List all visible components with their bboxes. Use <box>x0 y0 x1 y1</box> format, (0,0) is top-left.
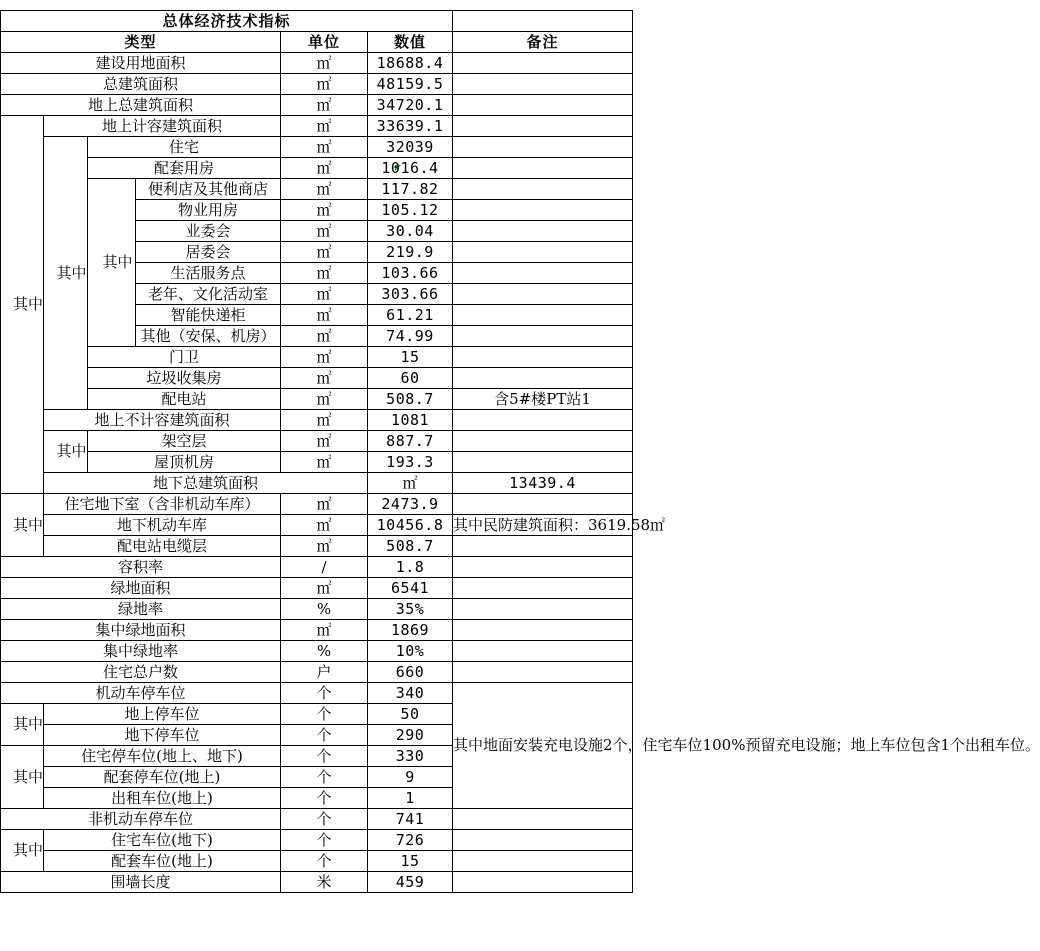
row-label: 非机动车停车位 <box>1 809 281 830</box>
row-label: 老年、文化活动室 <box>136 284 281 305</box>
row-label: 门卫 <box>88 347 281 368</box>
row-value: 10% <box>368 641 453 662</box>
table-row <box>1 389 633 410</box>
table-row <box>1 599 633 620</box>
row-label: 围墙长度 <box>1 872 281 893</box>
row-value: 1 <box>368 788 453 809</box>
row-label: 地上停车位 <box>44 704 281 725</box>
indicator-table <box>0 10 1040 893</box>
group-label-bike: 其中 <box>1 830 44 872</box>
row-value: 18688.4 <box>368 53 453 74</box>
row-unit: ㎡ <box>281 326 368 347</box>
row-unit: ㎡ <box>281 263 368 284</box>
row-value: 15 <box>368 347 453 368</box>
row-unit: 个 <box>281 788 368 809</box>
row-unit: 米 <box>281 872 368 893</box>
table-title: 总体经济技术指标 <box>1 11 453 32</box>
table-row <box>1 557 633 578</box>
row-label: 屋顶机房 <box>88 452 281 473</box>
row-unit: ㎡ <box>281 158 368 179</box>
row-value: 33639.1 <box>368 116 453 137</box>
table-row <box>1 116 633 137</box>
row-value: 741 <box>368 809 453 830</box>
row-value: 1016.4 <box>368 158 453 179</box>
table-row <box>1 641 633 662</box>
group-label-non-far: 其中 <box>44 431 88 473</box>
row-value: 340 <box>368 683 453 704</box>
row-unit: ㎡ <box>281 368 368 389</box>
row-value: 726 <box>368 830 453 851</box>
table-row <box>1 662 633 683</box>
header-type: 类型 <box>1 32 281 53</box>
row-value: 1081 <box>368 410 453 431</box>
row-unit: / <box>281 557 368 578</box>
row-value: 887.7 <box>368 431 453 452</box>
row-label: 出租车位(地上) <box>44 788 281 809</box>
row-label: 绿地面积 <box>1 578 281 599</box>
row-unit: ㎡ <box>281 431 368 452</box>
table-row <box>1 53 633 74</box>
group-label-far: 其中 <box>44 137 88 410</box>
row-unit: ㎡ <box>281 74 368 95</box>
group-label-parking-level: 其中 <box>1 704 44 746</box>
row-value: 9 <box>368 767 453 788</box>
row-label: 居委会 <box>136 242 281 263</box>
table-row <box>1 179 633 200</box>
table-row <box>1 620 633 641</box>
row-unit: ㎡ <box>281 53 368 74</box>
row-label: 垃圾收集房 <box>88 368 281 389</box>
row-label: 其他（安保、机房） <box>136 326 281 347</box>
table-row <box>1 158 633 179</box>
row-value: 6541 <box>368 578 453 599</box>
row-value: 508.7 <box>368 389 453 410</box>
row-value: 74.99 <box>368 326 453 347</box>
row-note: 其中地面安装充电设施2个，住宅车位100%预留充电设施；地上车位包含1个出租车位。 <box>453 683 633 809</box>
group-label-above: 其中 <box>1 116 44 494</box>
table-row <box>1 410 633 431</box>
row-label: 配套停车位(地上) <box>44 767 281 788</box>
row-label: 住宅停车位(地上、地下) <box>44 746 281 767</box>
row-value: 34720.1 <box>368 95 453 116</box>
row-unit: ㎡ <box>281 179 368 200</box>
row-value: 105.12 <box>368 200 453 221</box>
header-note: 备注 <box>453 32 633 53</box>
row-unit: 个 <box>281 683 368 704</box>
row-value: 61.21 <box>368 305 453 326</box>
row-label: 住宅车位(地下) <box>44 830 281 851</box>
table-row <box>1 830 633 851</box>
table-row <box>1 809 633 830</box>
table-row <box>1 452 633 473</box>
row-label: 配电站电缆层 <box>44 536 281 557</box>
row-value: 219.9 <box>368 242 453 263</box>
title-row <box>1 11 633 32</box>
table-row <box>1 872 633 893</box>
table-row <box>1 536 633 557</box>
row-unit: 个 <box>281 830 368 851</box>
row-unit: ㎡ <box>281 494 368 515</box>
table-row <box>1 578 633 599</box>
row-value: 2473.9 <box>368 494 453 515</box>
table-row <box>1 683 633 704</box>
row-unit: ㎡ <box>281 452 368 473</box>
row-value: 35% <box>368 599 453 620</box>
row-label: 绿地率 <box>1 599 281 620</box>
row-value: 459 <box>368 872 453 893</box>
row-unit: 户 <box>281 662 368 683</box>
row-value: 193.3 <box>368 452 453 473</box>
row-unit: 个 <box>281 809 368 830</box>
group-label-under: 其中 <box>1 494 44 557</box>
row-label: 智能快递柜 <box>136 305 281 326</box>
row-value: 50 <box>368 704 453 725</box>
row-unit: 个 <box>281 851 368 872</box>
row-note: 其中民防建筑面积：3619.58㎡ <box>453 515 666 534</box>
row-label: 集中绿地面积 <box>1 620 281 641</box>
table-row <box>1 473 633 494</box>
row-unit: ㎡ <box>281 221 368 242</box>
row-label: 物业用房 <box>136 200 281 221</box>
row-unit: ㎡ <box>281 95 368 116</box>
row-unit: ㎡ <box>281 116 368 137</box>
group-label-parking-use: 其中 <box>1 746 44 809</box>
row-value: 103.66 <box>368 263 453 284</box>
row-label: 配套用房 <box>88 158 281 179</box>
row-note: 含5#楼PT站1 <box>453 389 633 410</box>
row-value: 1869 <box>368 620 453 641</box>
row-value: 60 <box>368 368 453 389</box>
row-value: 15 <box>368 851 453 872</box>
row-unit: % <box>281 599 368 620</box>
row-unit: ㎡ <box>281 578 368 599</box>
row-value: 330 <box>368 746 453 767</box>
row-unit: ㎡ <box>281 305 368 326</box>
row-label: 配电站 <box>88 389 281 410</box>
row-unit: ㎡ <box>281 200 368 221</box>
table-row <box>1 137 633 158</box>
row-value: 30.04 <box>368 221 453 242</box>
header-row <box>1 32 633 53</box>
row-unit: ㎡ <box>281 347 368 368</box>
table-row <box>1 74 633 95</box>
row-label: 机动车停车位 <box>1 683 281 704</box>
row-label: 住宅总户数 <box>1 662 281 683</box>
row-unit: ㎡ <box>368 473 453 494</box>
row-label: 地上总建筑面积 <box>1 95 281 116</box>
row-unit: ㎡ <box>281 620 368 641</box>
row-label: 集中绿地率 <box>1 641 281 662</box>
row-value: 117.82 <box>368 179 453 200</box>
row-value: 32039 <box>368 137 453 158</box>
table-row <box>1 494 633 515</box>
header-value: 数值 <box>368 32 453 53</box>
row-unit: ㎡ <box>281 515 368 536</box>
row-value: 48159.5 <box>368 74 453 95</box>
row-value: 13439.4 <box>453 473 633 494</box>
row-label: 生活服务点 <box>136 263 281 284</box>
row-unit: ㎡ <box>281 284 368 305</box>
table-row <box>1 515 633 536</box>
table-row <box>1 851 633 872</box>
row-unit: 个 <box>281 704 368 725</box>
row-unit: ㎡ <box>281 137 368 158</box>
row-value: 1.8 <box>368 557 453 578</box>
row-unit: ㎡ <box>281 410 368 431</box>
row-value: 303.66 <box>368 284 453 305</box>
row-unit: ㎡ <box>281 536 368 557</box>
row-label: 架空层 <box>88 431 281 452</box>
row-value: 508.7 <box>368 536 453 557</box>
row-label: 住宅 <box>88 137 281 158</box>
row-unit: 个 <box>281 746 368 767</box>
group-label-supporting: 其中 <box>88 179 136 347</box>
table-row <box>1 347 633 368</box>
row-label: 地下总建筑面积 <box>44 473 368 494</box>
table-row <box>1 95 633 116</box>
row-label: 地上不计容建筑面积 <box>44 410 281 431</box>
row-label: 建设用地面积 <box>1 53 281 74</box>
row-unit: 个 <box>281 767 368 788</box>
row-value: 10456.8 <box>368 515 453 536</box>
row-label: 住宅地下室（含非机动车库） <box>44 494 281 515</box>
header-unit: 单位 <box>281 32 368 53</box>
row-value: 290 <box>368 725 453 746</box>
table-row <box>1 368 633 389</box>
table-row <box>1 431 633 452</box>
row-unit: % <box>281 641 368 662</box>
row-unit: ㎡ <box>281 242 368 263</box>
row-label: 便利店及其他商店 <box>136 179 281 200</box>
row-value: 660 <box>368 662 453 683</box>
row-label: 配套车位(地上) <box>44 851 281 872</box>
row-label: 总建筑面积 <box>1 74 281 95</box>
row-label: 地上计容建筑面积 <box>44 116 281 137</box>
row-label: 业委会 <box>136 221 281 242</box>
row-label: 容积率 <box>1 557 281 578</box>
row-unit: ㎡ <box>281 389 368 410</box>
row-label: 地下停车位 <box>44 725 281 746</box>
row-label: 地下机动车库 <box>44 515 281 536</box>
row-unit: 个 <box>281 725 368 746</box>
